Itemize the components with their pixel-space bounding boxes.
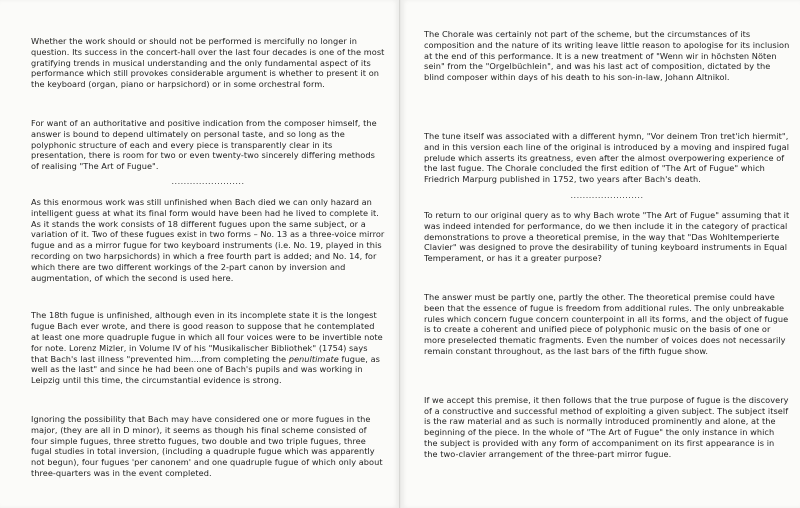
left-paragraph-4-end: fugue, as well as the last" and since he had been one of Bach's pupils and was working in Leipzig until this time, the circumstantial evidence is strong. (31, 353, 380, 386)
left-separator: ........................ (171, 176, 245, 186)
left-paragraph-4 (31, 310, 385, 386)
right-separator: ........................ (570, 190, 644, 200)
right-paragraph-2: The tune itself was associated with a different hymn, "Vor deinem Tron tret'ich hiermit", and in this version each line of the original is introduced by a moving and inspired fugal prelude which asserts its greatness, even after the almost overpowering experience of the last fugue. The Chorale concluded the first edition of "The Art of Fugue" which Friedrich Marpurg published in 1752, two years after Bach's death. (424, 130, 790, 185)
left-paragraph-5: Ignoring the possibility that Bach may have considered one or more fugues in the major, (they are all in D minor), it seems as though his final scheme consisted of four simple fugues, three stretto fugues, two double and two triple fugues, three fugal studies in total inversion, (including a quadruple fugue which was apparently not begun), four fugues 'per canonem' and one quadruple fugue of which only about three-quarters was in the event completed. (31, 413, 383, 478)
right-page (401, 0, 800, 508)
left-paragraph-1: Whether the work should or should not be performed is mercifully no longer in question. Its success in the concert-hall over the last four decades is one of the most gratifying trends in musical understanding and the only fundamental aspect of its performance which still provokes considerable argument is whether to present it on the keyboard (organ, piano or harpsichord) or in some orchestral form. (31, 36, 385, 90)
right-paragraph-4: The answer must be partly one, partly the other. The theoretical premise could have been that the essence of fugue is freedom from additional rules. The only unbreakable rules which concern fugue concern counterpoint in all its forms, and the object of fugue is to create a coherent and unified piece of polyphonic music on the basis of one or more preselected thematic fragments. Even the number of voices does not necessarily remain constant throughout, as the last bars of the fifth fugue show. (424, 291, 789, 356)
right-paragraph-1: The Chorale was certainly not part of the scheme, but the circumstances of its composition and the nature of its writing leave little reason to apologise for its inclusion at the end of this performance. It is a new treatment of "Wenn wir in höchsten Nöten sein" from the "Orgelbüchlein", and was his last act of composition, dictated by the blind composer within days of his death to his son-in-law, Johann Altnikol. (424, 29, 790, 83)
right-paragraph-3: To return to our original query as to why Bach wrote "The Art of Fugue" assuming that it was indeed intended for performance, do we then include it in the category of practical demonstrations to prove a theoretical premise, in the way that "Das Wohltemperierte Clavier" was designed to prove the desirability of tuning keyboard instruments in Equal Temperament, or has it a greater purpose? (424, 209, 790, 264)
left-page (0, 0, 399, 508)
right-paragraph-5: If we accept this premise, it then follows that the true purpose of fugue is the discovery of a constructive and successful method of exploiting a given subject. The subject itself is the raw material and as such is normally introduced prominently and alone, at the beginning of the piece. In the whole of "The Art of Fugue" the only instance in which the subject is provided with any form of accompaniment on its first appearance is in the two-clavier arrangement of the three-part mirror fugue. (424, 394, 789, 459)
left-paragraph-2: For want of an authoritative and positive indication from the composer himself, the answer is bound to depend ultimately on personal taste, and so long as the polyphonic structure of each and every piece is transparently clear in its presentation, there is room for two or even twenty-two sincerely differing methods of realising "The Art of Fugue". (31, 117, 377, 172)
left-paragraph-3: As this enormous work was still unfinished when Bach died we can only hazard an intelligent guess at what its final form would have been had he lived to complete it. As it stands the work consists of 18 different fugues upon the same subject, or a variation of it. Two of these fugues exist in two forms – No. 13 as a three-voice mirror fugue and as a mirror fugue for two keyboard instruments (i.e. No. 19, played in this recording on two harpsichords) in which a free fourth part is added; and No. 14, for which there are two different workings of the 2-part canon by inversion and augmentation, of which the second is used here. (31, 196, 385, 283)
left-paragraph-4-start: The 18th fugue is unfinished, although even in its incomplete state it is the longest fugue Bach ever wrote, and there is good reason to suppose that he contemplated at least one more quadruple fugue in which all four voices were to be invertible note for note. Lorenz Mizler, in Volume IV of his "Musikalischer Bibliothek" (1754) says that Bach's last illness "prevented him....from completing the (31, 310, 383, 364)
left-paragraph-4-emphasis: penultimate (288, 353, 339, 364)
